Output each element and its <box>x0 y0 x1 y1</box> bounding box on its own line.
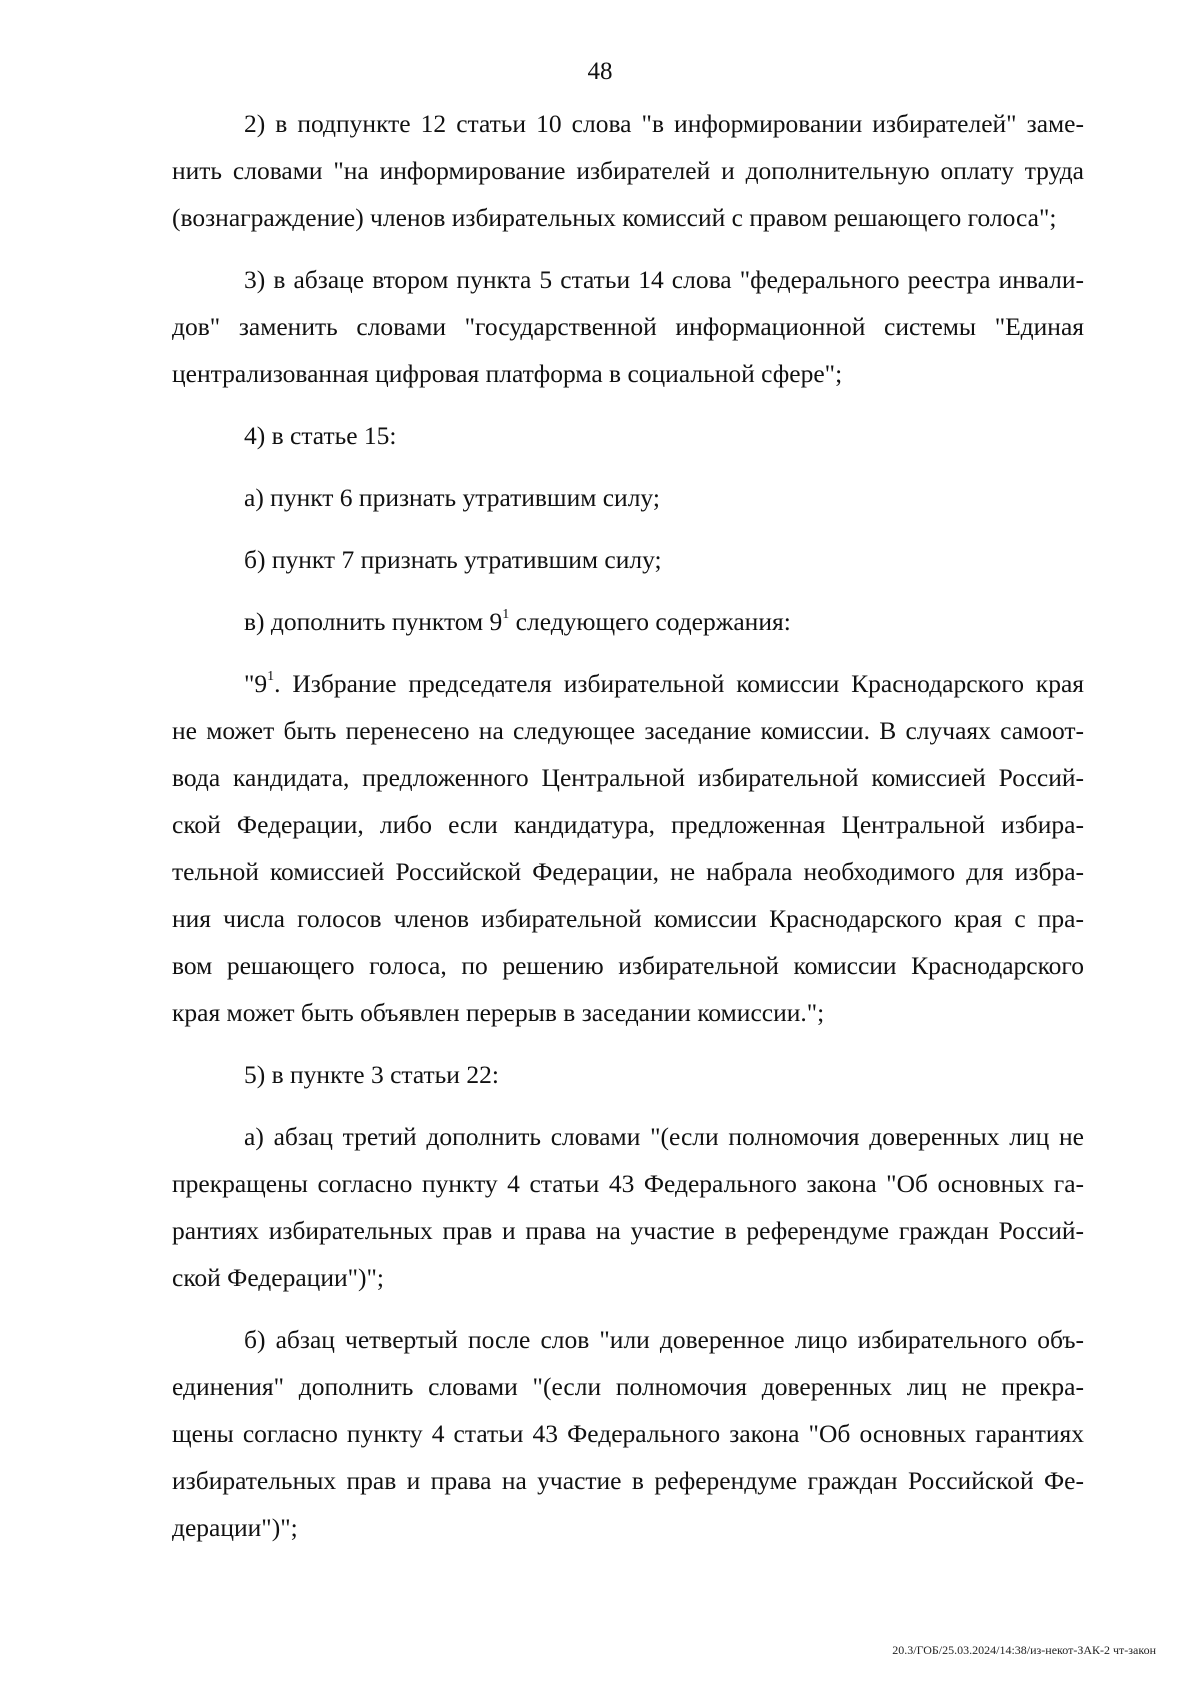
text-line: избирательных прав и права на участие в референдуме граждан Российской Фе- <box>172 1466 1084 1495</box>
paragraph <box>172 536 1084 583</box>
superscript: 1 <box>502 607 510 622</box>
text-line: прекращены согласно пункту 4 статьи 43 Федерального закона "Об основных га- <box>172 1169 1084 1198</box>
paragraph <box>172 412 1084 459</box>
text-line: вом решающего голоса, по решению избирательной комиссии Краснодарского <box>172 951 1084 980</box>
text-line: ской Федерации, либо если кандидатура, предложенная Центральной избира- <box>172 810 1084 839</box>
paragraph <box>172 660 1084 1036</box>
text-line: а) абзац третий дополнить словами "(если полномочия доверенных лиц не <box>244 1122 1084 1151</box>
text-line: 5) в пункте 3 статьи 22: <box>244 1060 499 1089</box>
paragraph <box>172 1316 1084 1551</box>
text-line: вода кандидата, предложенного Центральной избирательной комиссией Россий- <box>172 763 1084 792</box>
paragraph <box>172 256 1084 397</box>
document-body <box>172 100 1084 1566</box>
text-line: б) абзац четвертый после слов "или доверенное лицо избирательного объ- <box>244 1325 1084 1354</box>
footer-stamp: 20.3/ГОБ/25.03.2024/14:38/из-некот-ЗАК-2 чт-закон <box>892 1643 1156 1657</box>
text-line: в) дополнить пунктом $9^1$ следующего содержания: <box>244 607 791 636</box>
paragraph <box>172 1113 1084 1301</box>
text-line: 3) в абзаце втором пункта 5 статьи 14 слова "федерального реестра инвали- <box>244 265 1084 294</box>
text-line: щены согласно пункту 4 статьи 43 Федерального закона "Об основных гарантиях <box>172 1419 1084 1448</box>
text-line: централизованная цифровая платформа в социальной сфере"; <box>172 359 843 388</box>
text-line: б) пункт 7 признать утратившим силу; <box>244 545 662 574</box>
paragraph <box>172 474 1084 521</box>
text-line: не может быть перенесено на следующее заседание комиссии. В случаях самоот- <box>172 716 1084 745</box>
text-line: ской Федерации")"; <box>172 1263 385 1292</box>
text-line: края может быть объявлен перерыв в заседании комиссии."; <box>172 998 825 1027</box>
page-number: 48 <box>587 58 613 85</box>
paragraph <box>172 1051 1084 1098</box>
superscript: 1 <box>267 669 275 684</box>
text-line: 4) в статье 15: <box>244 421 397 450</box>
text-line: единения" дополнить словами "(если полномочия доверенных лиц не прекра- <box>172 1372 1084 1401</box>
text-line: (вознаграждение) членов избирательных комиссий с правом решающего голоса"; <box>172 203 1057 232</box>
paragraph <box>172 598 1084 645</box>
text-line: рантиях избирательных прав и права на участие в референдуме граждан Россий- <box>172 1216 1084 1245</box>
text-line: 2) в подпункте 12 статьи 10 слова "в информировании избирателей" заме- <box>244 109 1084 138</box>
text-line: тельной комиссией Российской Федерации, не набрала необходимого для избра- <box>172 857 1084 886</box>
text-line: дерации")"; <box>172 1513 298 1542</box>
text-line: а) пункт 6 признать утратившим силу; <box>244 483 660 512</box>
paragraph <box>172 100 1084 241</box>
text-line: ния числа голосов членов избирательной комиссии Краснодарского края с пра- <box>172 904 1084 933</box>
text-line: "$9^1$. Избрание председателя избирательной комиссии Краснодарского края <box>244 669 1084 698</box>
text-line: дов" заменить словами "государственной информационной системы "Единая <box>172 312 1084 341</box>
text-line: нить словами "на информирование избирателей и дополнительную оплату труда <box>172 156 1084 185</box>
